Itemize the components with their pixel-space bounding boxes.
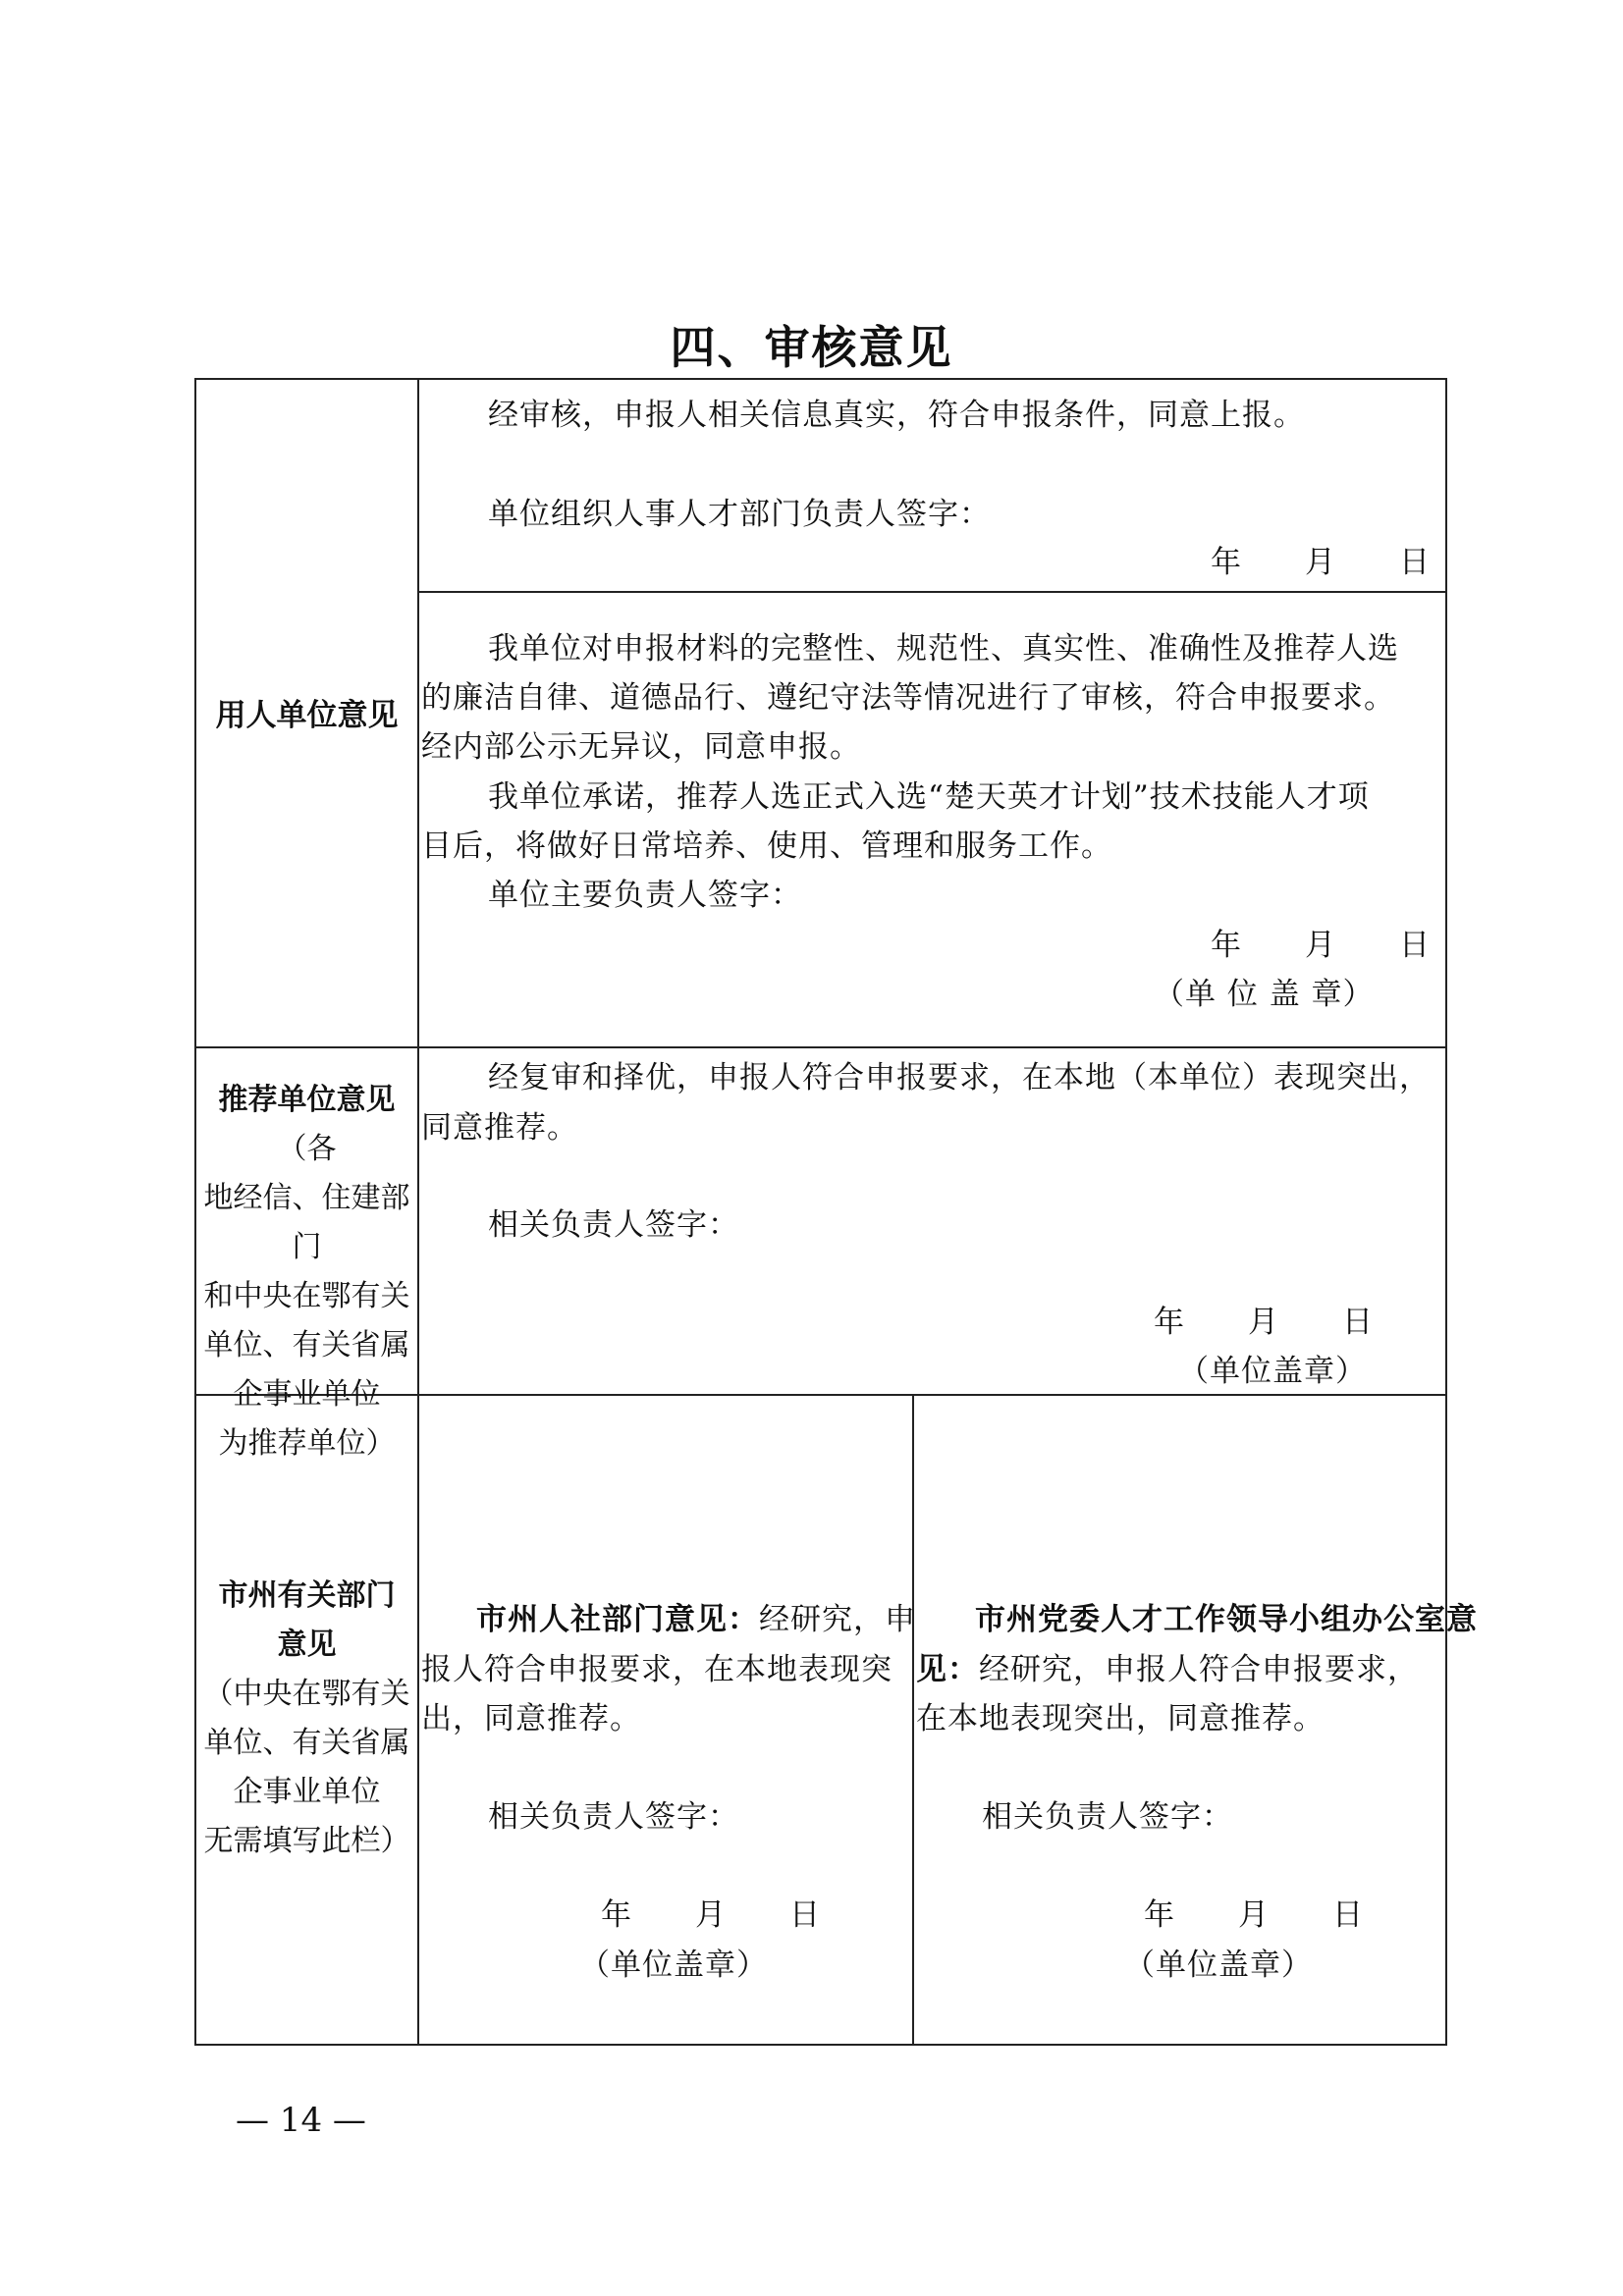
employer-review-text: 经审核，申报人相关信息真实，符合申报条件，同意上报。 [488,398,1305,433]
city-party-date: 年 月 日 [1144,1897,1364,1933]
city-label-line2: 意见 [277,1628,337,1662]
page-number: — 14 — [236,2101,366,2140]
recommender-date: 年 月 日 [1154,1305,1374,1340]
city-party-line3: 在本地表现突出，同意推荐。 [916,1701,1325,1736]
recommender-label-rest: （各 [277,1132,337,1166]
employer-label: 用人单位意见 [215,698,399,733]
city-party-seal: （单位盖章） [1124,1948,1313,1983]
city-hr-seal: （单位盖章） [579,1948,768,1983]
employer-subrow-divider [417,591,1447,593]
city-party-heading-line2: 见： [916,1652,979,1687]
city-label-line6: 无需填写此栏） [203,1824,410,1858]
city-party-line2 [916,1645,1419,1694]
city-label-line4: 单位、有关省属 [203,1726,410,1760]
city-hr-line1-rest: 经研究，申 [759,1602,916,1637]
employer-hr-date: 年 月 日 [1211,545,1431,580]
recommender-label-line4: 单位、有关省属 [203,1328,410,1362]
recommender-text-line2: 同意推荐。 [421,1110,578,1146]
recommender-label-line3: 和中央在鄂有关 [203,1279,410,1313]
employer-para2-line2: 目后，将做好日常培养、使用、管理和服务工作。 [421,828,1112,864]
column-divider [417,378,419,2046]
city-hr-line2: 报人符合申报要求，在本地表现突 [421,1652,893,1687]
city-party-line2-rest: 经研究，申报人符合申报要求， [979,1652,1419,1687]
employer-head-date: 年 月 日 [1211,928,1431,963]
employer-para1-line3: 经内部公示无异议，同意申报。 [421,729,861,765]
city-column-divider [912,1394,914,2046]
recommender-text-line1: 经复审和择优，申报人符合申报要求，在本地（本单位）表现突出， [488,1060,1431,1095]
city-label-line5: 企事业单位 [233,1775,381,1809]
row-divider-employer [194,1046,1447,1048]
city-party-signature: 相关负责人签字： [982,1799,1233,1835]
employer-head-signature: 单位主要负责人签字： [488,878,802,913]
city-label-line3: （中央在鄂有关 [203,1677,410,1711]
employer-seal: （单 位 盖 章） [1154,977,1375,1012]
city-label-line1: 市州有关部门 [218,1578,396,1613]
employer-para1-line1: 我单位对申报材料的完整性、规范性、真实性、准确性及推荐人选 [488,631,1399,667]
city-hr-line3: 出，同意推荐。 [421,1701,641,1736]
recommender-label-line5: 企事业单位 [233,1377,381,1412]
city-hr-heading: 市州人社部门意见： [476,1602,759,1637]
employer-para1-line2: 的廉洁自律、道德品行、遵纪守法等情况进行了审核，符合申报要求。 [421,680,1395,716]
employer-hr-signature: 单位组织人事人才部门负责人签字： [488,497,991,532]
recommender-seal: （单位盖章） [1178,1354,1367,1389]
city-party-heading-line1: 市州党委人才工作领导小组办公室意 [975,1602,1478,1637]
recommender-signature: 相关负责人签字： [488,1207,739,1243]
page-title: 四、审核意见 [670,321,953,374]
recommender-label-line2: 地经信、住建部门 [203,1181,410,1264]
city-hr-signature: 相关负责人签字： [488,1799,739,1835]
recommender-label-bold: 推荐单位意见 [218,1083,396,1117]
city-hr-line1 [476,1595,916,1644]
city-label [196,1572,417,1866]
city-hr-date: 年 月 日 [601,1897,821,1933]
employer-para2-line1: 我单位承诺，推荐人选正式入选“楚天英才计划”技术技能人才项 [488,779,1370,815]
recommender-label-line6: 为推荐单位） [218,1426,396,1461]
recommender-label [196,1076,417,1468]
